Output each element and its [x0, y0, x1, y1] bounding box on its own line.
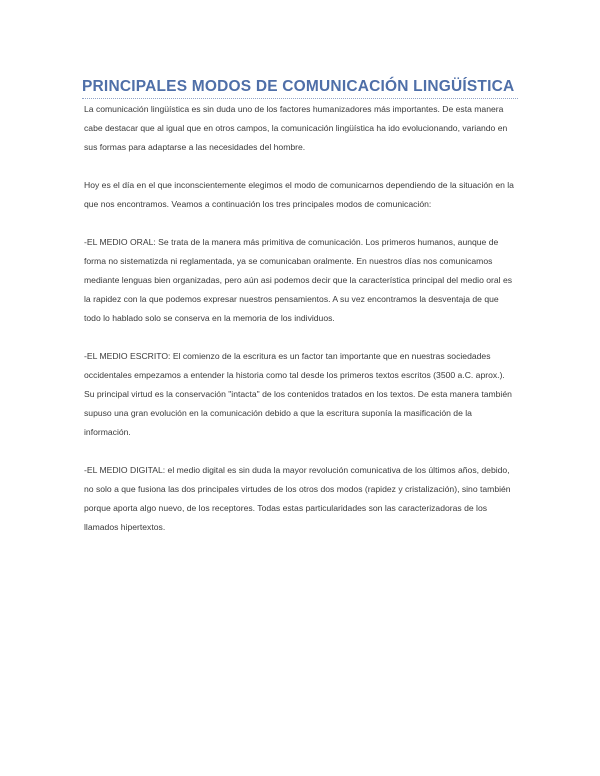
paragraph-medio-digital: -EL MEDIO DIGITAL: el medio digital es sin duda la mayor revolución comunicativa de los últimos años, debido, no solo a que fusiona las dos principales virtudes de los otros dos modos (rapidez y cristalización), sino también porque aporta algo nuevo, de los receptores. Todas estas particularidades son las caracterizadoras de los llamados hipertextos. — [84, 465, 511, 532]
paragraph-overview: Hoy es el día en el que inconscientemente elegimos el modo de comunicarnos dependiendo de la situación en la que nos encontramos. Veamos a continuación los tres principales modos de comunicación: — [84, 180, 514, 209]
document-body — [84, 100, 516, 556]
paragraph-intro: La comunicación lingüística es sin duda uno de los factores humanizadores más importantes. De esta manera cabe destacar que al igual que en otros campos, la comunicación lingüística ha ido evolucionando, variando en sus formas para adaptarse a las necesidades del hombre. — [84, 104, 508, 152]
document-title: PRINCIPALES MODOS DE COMUNICACIÓN LINGÜÍSTICA — [82, 78, 518, 99]
paragraph-medio-escrito: -EL MEDIO ESCRITO: El comienzo de la escritura es un factor tan importante que en nuestras sociedades occidentales empezamos a entender la historia como tal desde los primeros textos escritos (3500 a.C. aprox.). Su principal virtud es la conservación "intacta" de los contenidos tratados en los textos. De esta manera también supuso una gran evolución en la comunicación debido a que la escritura suponía la masificación de la información. — [84, 351, 512, 437]
paragraph-medio-oral: -EL MEDIO ORAL: Se trata de la manera más primitiva de comunicación. Los primeros humanos, aunque de forma no sistematizda ni reglamentada, ya se comunicaban oralmente. En nuestros días nos comunicamos mediante lenguas bien organizadas, pero aún asi podemos decir que la característica principal del medio oral es la rapidez con la que podemos expresar nuestros pensamientos. A su vez encontramos la desventaja de que todo lo hablado solo se conserva en la memoria de los individuos. — [84, 237, 513, 323]
